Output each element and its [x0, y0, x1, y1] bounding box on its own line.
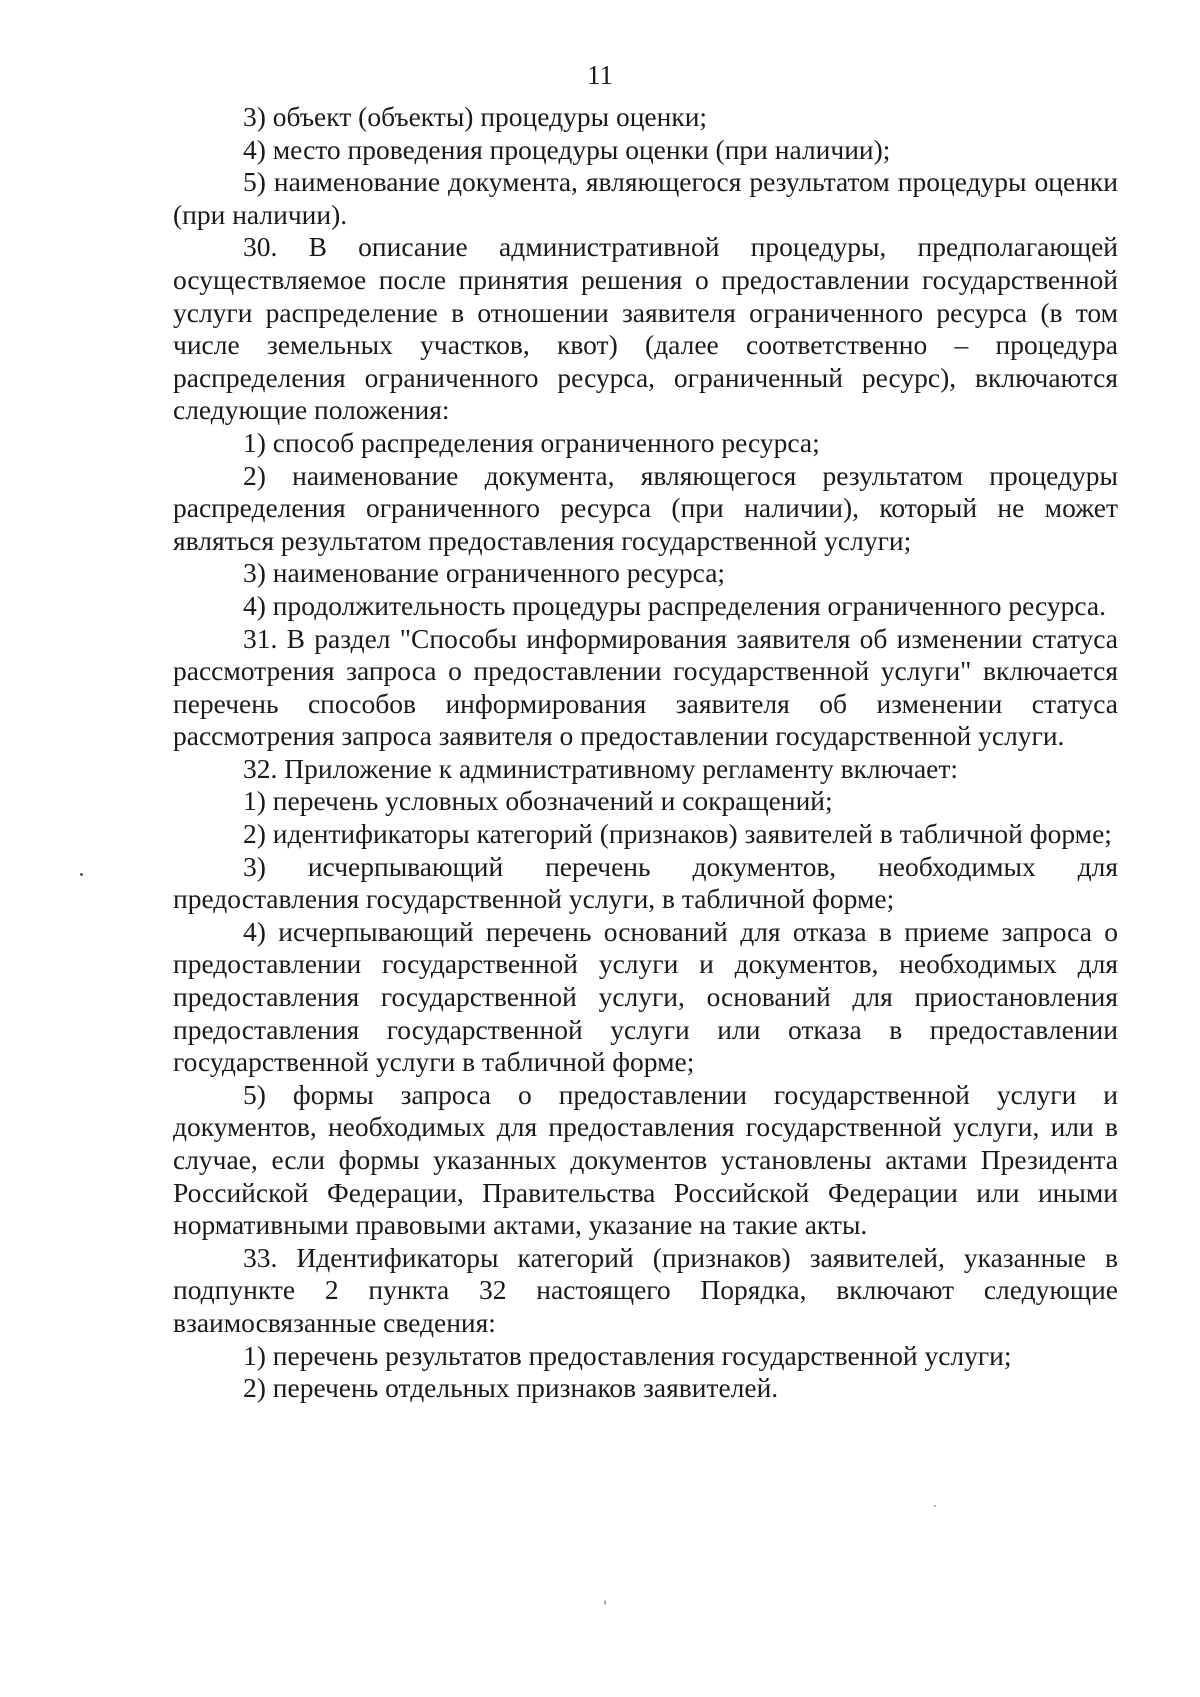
list-item: 3) наименование ограниченного ресурса; — [243, 557, 726, 589]
list-item: 1) способ распределения ограниченного ресурса; — [243, 426, 820, 458]
list-item: 5) наименование документа, являющегося результатом процедуры оценки (при наличии). — [173, 166, 1118, 230]
list-item: 4) исчерпывающий перечень оснований для отказа в приеме запроса о предоставлении государственной услуги и документов, необходимых для предоставления государственной услуги, оснований для приостановления предоставления государственной услуги или отказа в предоставлении государственной услуги в табличной форме; — [173, 915, 1118, 1078]
list-item: 4) продолжительность процедуры распределения ограниченного ресурса. — [243, 589, 1106, 621]
list-item: 5) формы запроса о предоставлении государственной услуги и документов, необходимых для предоставления государственной услуги, или в случае, если формы указанных документов установлены актами Президента Российской Федерации, Правительства Российской Федерации или иными нормативными правовыми актами, указание на такие акты. — [173, 1078, 1118, 1241]
scan-speck — [934, 1505, 936, 1507]
list-item: 2) наименование документа, являющегося результатом процедуры распределения ограниченного ресурса (при наличии), который не может являться результатом предоставления государственной услуги; — [173, 459, 1118, 556]
list-item: 1) перечень результатов предоставления государственной услуги; — [243, 1339, 1012, 1371]
scan-speck — [80, 873, 83, 876]
paragraph-32: 32. Приложение к административному регламенту включает: — [243, 752, 959, 784]
list-item: 2) перечень отдельных признаков заявителей. — [243, 1372, 779, 1404]
list-item: 3) объект (объекты) процедуры оценки; — [243, 101, 708, 132]
scan-speck — [604, 1600, 606, 1605]
paragraph-30: 30. В описание административной процедуры, предполагающей осуществляемое после принятия решения о предоставлении государственной услуги распределение в отношении заявителя ограниченного ресурса (в том числе земельных участков, квот) (далее соответственно – процедура распределения ограниченного ресурса, ограниченный ресурс), включаются следующие положения: — [173, 231, 1118, 426]
list-item: 3) исчерпывающий перечень документов, необходимых для предоставления государственной услуги, в табличной форме; — [173, 850, 1118, 915]
list-item: 1) перечень условных обозначений и сокращений; — [243, 785, 833, 817]
list-item: 2) идентификаторы категорий (признаков) заявителей в табличной форме; — [243, 818, 1112, 850]
paragraph-33: 33. Идентификаторы категорий (признаков) заявителей, указанные в подпункте 2 пункта 32 настоящего Порядка, включают следующие взаимосвязанные сведения: — [173, 1241, 1118, 1338]
page-number: 11 — [587, 60, 613, 90]
paragraph-31: 31. В раздел "Способы информирования заявителя об изменении статуса рассмотрения запроса о предоставлении государственной услуги" включается перечень способов информирования заявителя об изменении статуса рассмотрения запроса заявителя о предоставлении государственной услуги. — [173, 622, 1118, 752]
document-body — [173, 101, 1118, 1405]
list-item: 4) место проведения процедуры оценки (при наличии); — [243, 133, 891, 165]
